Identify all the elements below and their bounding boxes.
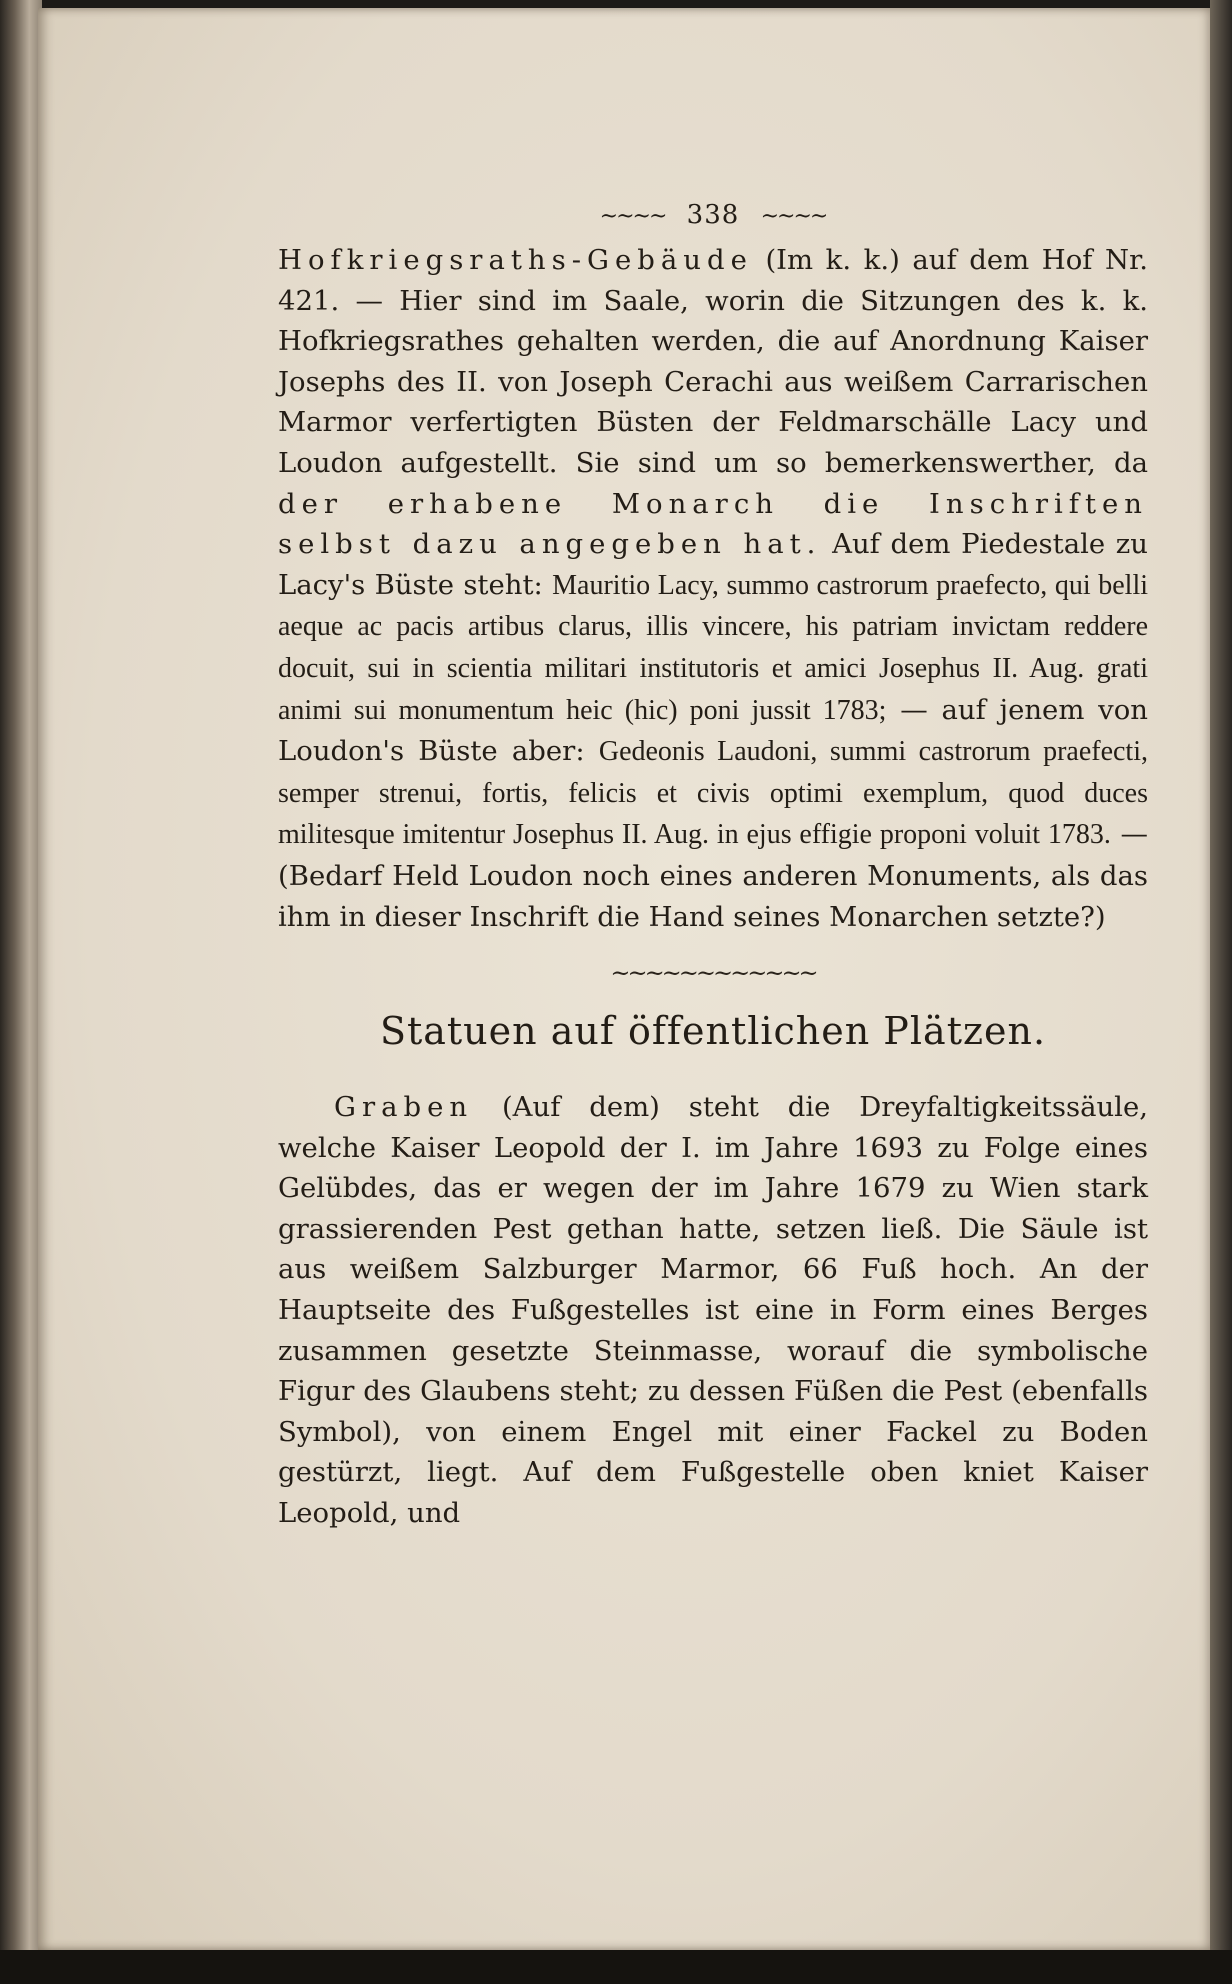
lead-heading-hofkriegsrath: Hofkriegsraths-Gebäude <box>278 244 753 276</box>
page-number: 338 <box>686 200 740 230</box>
paragraph-graben <box>278 1087 1148 1534</box>
latin-inscription-lacy: Mauritio Lacy, summo castrorum praefecto, qui belli aeque ac pacis artibus clarus, illis vincere, his patriam invictam reddere docuit, sui in scientia militari institutoris et amici Josephus II. Aug. grati animi sui monumentum heic (hic) poni jussit 1783; <box>278 569 1149 726</box>
paragraph1-text-c: — auf jenem von Loudon's Büste aber: <box>278 693 1148 768</box>
header-ornament-left: ~~~~ <box>599 204 666 229</box>
paragraph1-text-a: (Im k. k.) auf dem Hof Nr. 421. — Hier sind im Saale, worin die Sitzungen des k. k. Hofkriegsrathes gehalten werden, die auf Anordnung Kaiser Josephs des II. von Joseph Cerachi aus weißem Carrarischen Marmor verfertigten Büsten der Feldmarschälle Lacy und Loudon aufgestellt. Sie sind um so bemerkenswerther, da <box>278 244 1148 479</box>
section-divider-ornament: ~~~~~~~~~~~~ <box>610 959 816 988</box>
page-content <box>278 200 1148 1534</box>
section-title: Statuen auf öffentlichen Plätzen. <box>379 1009 1047 1054</box>
page-right-edge <box>1210 0 1232 1984</box>
paragraph-hofkriegsrath <box>278 240 1148 937</box>
page-bottom-edge <box>0 1950 1232 1984</box>
lead-heading-graben: Graben <box>334 1091 474 1124</box>
latin-inscription-loudon: Gedeonis Laudoni, summi castrorum praefecti, semper strenui, fortis, felicis et civis optimi exemplum, quod duces militesque imitentur Josephus II. Aug. in ejus effigie proponi voluit 1783. <box>278 736 1148 851</box>
book-spine-edge <box>0 0 42 1984</box>
header-ornament-right: ~~~~ <box>760 204 827 229</box>
paragraph1-spaced-emphasis: der erhabene Monarch die Inschriften selbst dazu angegeben hat. <box>278 487 1148 561</box>
paragraph1-text-b: Auf dem Piedestale zu Lacy's Büste steht: <box>278 528 1148 601</box>
running-header <box>278 200 1148 230</box>
paragraph2-text: (Auf dem) steht die Dreyfaltigkeitssäule, welche Kaiser Leopold der I. im Jahre 1693 zu Folge eines Gelübdes, das er wegen der im Jahre 1679 zu Wien stark grassierenden Pest gethan hatte, setzen ließ. Die Säule ist aus weißem Salzburger Marmor, 66 Fuß hoch. An der Hauptseite des Fußgestelles ist eine in Form eines Berges zusammen gesetzte Steinmasse, worauf die symbolische Figur des Glaubens steht; zu dessen Füßen die Pest (ebenfalls Symbol), von einem Engel mit einer Fackel zu Boden gestürzt, liegt. Auf dem Fußgestelle oben kniet Kaiser Leopold, und <box>278 1091 1148 1530</box>
paragraph1-text-d: — (Bedarf Held Loudon noch eines anderen Monuments, als das ihm in dieser Inschrift die Hand seines Monarchen setzte?) <box>278 818 1148 933</box>
